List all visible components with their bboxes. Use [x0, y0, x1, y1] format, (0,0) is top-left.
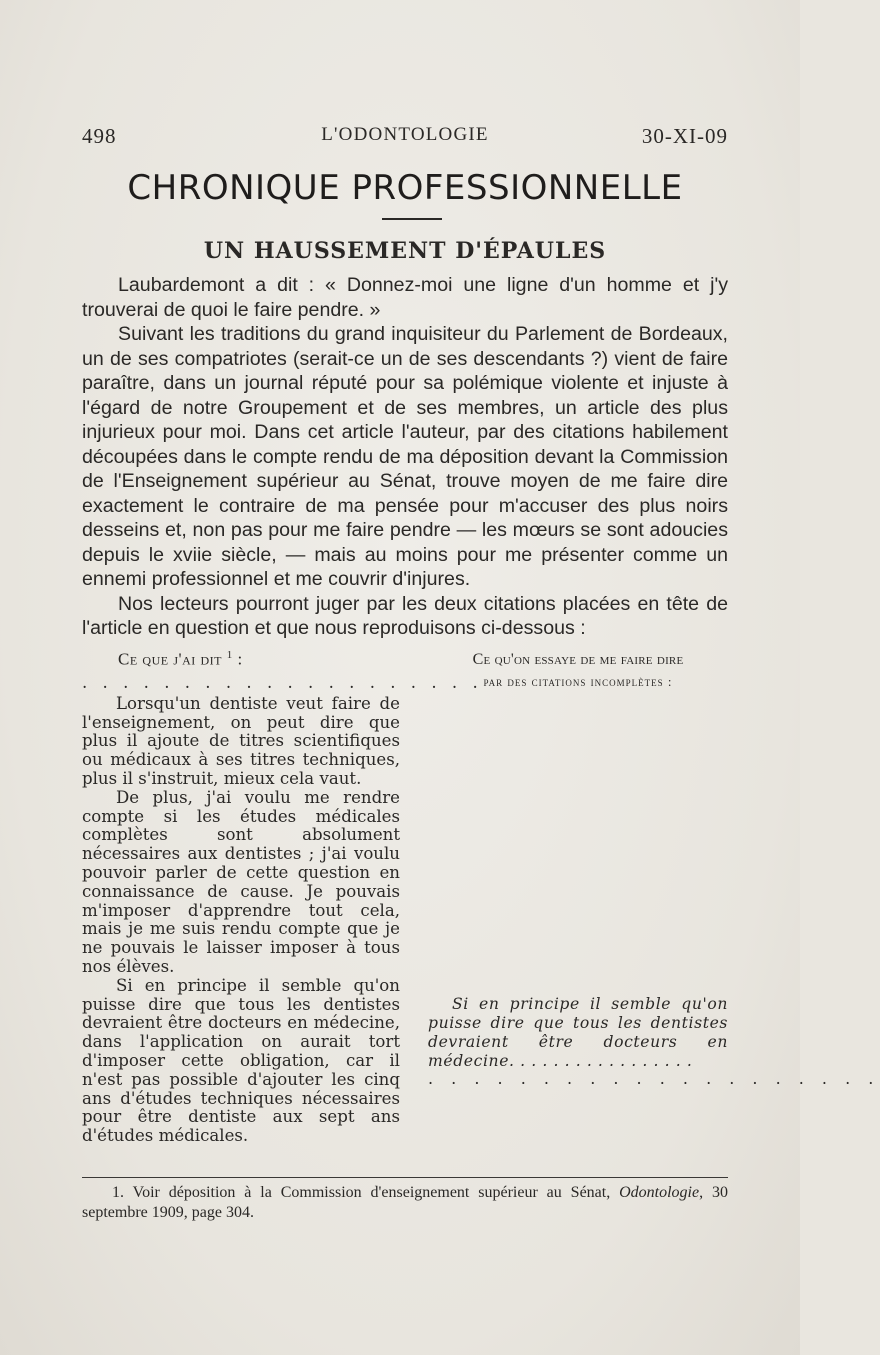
journal-name: L'ODONTOLOGIE	[321, 124, 489, 145]
article-body	[82, 273, 728, 641]
body-paragraph-2: Suivant les traditions du grand inquisiteur du Parlement de Bordeaux, un de ses compatriotes (serait-ce un de ses descendants ?) vient de faire paraître, dans un journal réputé pour sa polémique violente et injuste à l'égard de notre Groupement et de ses membres, un article des plus injurieux pour moi. Dans cet article l'auteur, par des citations habilement découpées dans le compte rendu de ma déposition devant la Commission de l'Enseignement supérieur au Sénat, trouve moyen de me faire dire exactement le contraire de ma pensée pour m'accuser des plus noirs desseins et, non pas pour me faire pendre — les mœurs se sont adoucies depuis le xviie siècle, — mais au moins pour me présenter comme un ennemi professionnel et me couvrir d'injures.	[82, 323, 728, 590]
left-paragraph-2: De plus, j'ai voulu me rendre compte si les études médicales complètes sont absolument nécessaires aux dentistes ; j'ai voulu pouvoir parler de cette question en connaissance de cause. Je pouvais m'imposer d'apprendre tout cela, mais je me suis rendu compte que je ne pouvais le laisser imposer à tous nos élèves.	[82, 787, 400, 976]
running-head	[82, 124, 728, 154]
right-paragraph: Si en principe il semble qu'on puisse dire que tous les dentistes devraient être docteurs en médecine. . . . . . . . . . . . . . . . .	[428, 995, 728, 1070]
left-column-quote	[82, 673, 483, 1146]
left-paragraph-1: Lorsqu'un dentiste veut faire de l'enseignement, on peut dire que plus il ajoute de titres scientifiques ou médicaux à ses titres techniques, plus il s'instruit, mieux cela vaut.	[82, 693, 400, 788]
article-title: UN HAUSSEMENT D'ÉPAULES	[203, 238, 607, 264]
left-column-heading	[118, 649, 243, 670]
footnote-tail: , 30 septembre 1909, page 304.	[82, 1184, 728, 1221]
left-ellipsis-dots: . . . . . . . . . . . . . . . . . . . .	[82, 673, 483, 692]
section-title: CHRONIQUE PROFESSIONNELLE	[127, 168, 683, 208]
right-column-quote	[428, 995, 728, 1071]
footnote	[82, 1183, 728, 1223]
left-paragraph-3: Si en principe il semble qu'on puisse dire que tous les dentistes devraient être docteurs en médecine, dans l'application on aurait tort d'imposer cette obligation, car il n'est pas possible d'ajouter les cinq ans d'études techniques nécessaires pour être dentiste aux sept ans d'études médicales.	[82, 975, 400, 1146]
body-paragraph-1: Laubardemont a dit : « Donnez-moi une ligne d'un homme et j'y trouverai de quoi le faire pendre. »	[82, 274, 728, 321]
right-heading-line-2: par des citations incomplètes :	[483, 674, 673, 689]
footnote-rule	[82, 1177, 728, 1178]
right-ellipsis-dots: . . . . . . . . . . . . . . . . . . . .	[428, 1069, 880, 1088]
title-divider	[382, 218, 442, 220]
right-heading-line-1: Ce qu'on essaye de me faire dire	[472, 651, 684, 668]
issue-date: 30-XI-09	[641, 124, 728, 148]
footnote-marker: 1	[226, 649, 233, 661]
left-heading-text: Ce que j'ai dit	[118, 649, 222, 669]
footnote-text: 1. Voir déposition à la Commission d'enseignement supérieur au Sénat,	[112, 1184, 620, 1201]
page-number: 498	[82, 124, 117, 148]
body-paragraph-3: Nos lecteurs pourront juger par les deux citations placées en tête de l'article en question et que nous reproduisons ci-dessous :	[82, 592, 728, 639]
left-heading-tail: :	[237, 649, 243, 669]
footnote-source: Odontologie	[619, 1184, 700, 1201]
